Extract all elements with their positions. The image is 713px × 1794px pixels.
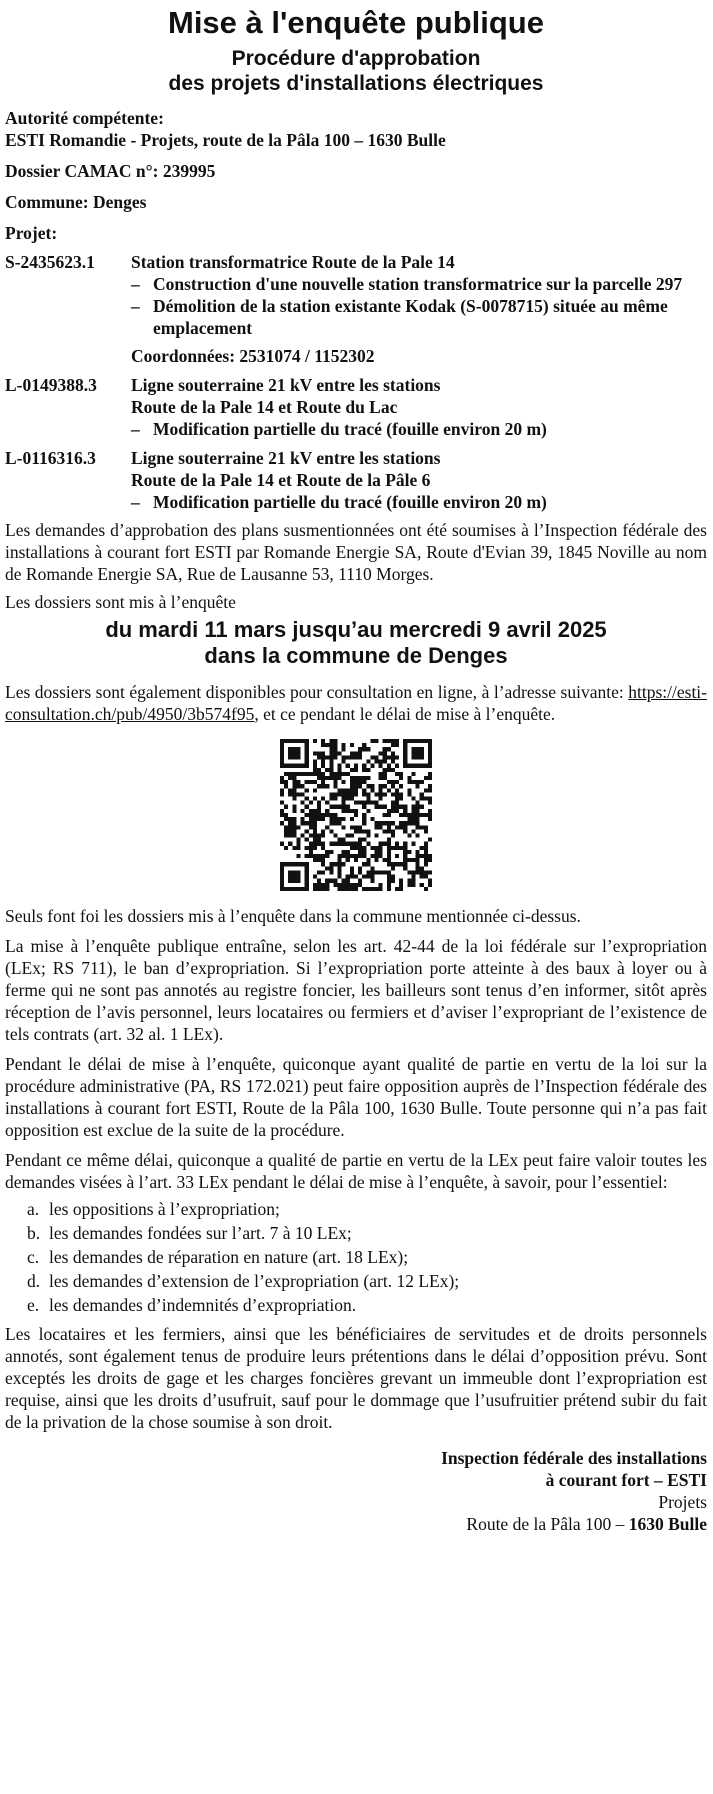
subtitle-line-1: Procédure d'approbation <box>231 47 481 70</box>
authority-label: Autorité compétente: <box>5 108 164 128</box>
list-item <box>27 1221 707 1245</box>
project-code: L-0116316.3 <box>5 448 96 468</box>
project-item <box>5 251 707 367</box>
signature-block <box>5 1447 707 1535</box>
demandes-list <box>5 1197 707 1317</box>
online-text-after: , et ce pendant le délai de mise à l’enquête. <box>254 704 556 724</box>
signature-line-3: Projets <box>658 1492 707 1512</box>
project-body <box>131 374 707 440</box>
list-text: les demandes d’extension de l’expropriation (art. 12 LEx); <box>49 1271 460 1291</box>
list-marker: d. <box>27 1271 41 1291</box>
dash-marker: – <box>131 492 140 512</box>
dates-line-2: dans la commune de Denges <box>204 643 508 668</box>
paragraph-demandes: Les demandes d’approbation des plans susmentionnées ont été soumises à l’Inspection fédérale des installations à courant fort ESTI par Romande Energie SA, Route d'Evian 39, 1845 Noville au nom de Romande Energie SA, Rue de Lausanne 53, 1110 Morges. <box>5 520 707 584</box>
list-marker: e. <box>27 1295 40 1315</box>
notice-page <box>0 4 713 1535</box>
qr-code[interactable] <box>280 739 432 891</box>
project-bullet <box>131 418 707 440</box>
project-line: Station transformatrice Route de la Pale 14 <box>131 252 455 272</box>
online-text-before: Les dossiers sont également disponibles pour consultation en ligne, à l’adresse suivante: <box>5 682 629 702</box>
project-body <box>131 251 707 367</box>
project-line: Ligne souterraine 21 kV entre les stations <box>131 448 441 468</box>
project-bullet <box>131 491 707 513</box>
list-item <box>27 1245 707 1269</box>
signature-city: 1630 Bulle <box>628 1514 707 1534</box>
project-line: Route de la Pale 14 et Route du Lac <box>131 397 398 417</box>
consultation-link[interactable]: https://esti-consultation.ch/pub/4950/3b574f95 <box>5 682 707 724</box>
dash-marker: – <box>131 274 140 294</box>
page-subtitle <box>5 46 707 96</box>
project-line: Ligne souterraine 21 kV entre les stations <box>131 375 441 395</box>
project-item <box>5 374 707 440</box>
list-text: les demandes de réparation en nature (art. 18 LEx); <box>49 1247 409 1267</box>
project-coordinates: Coordonnées: 2531074 / 1152302 <box>131 346 375 366</box>
commune: Commune: Denges <box>5 192 147 212</box>
project-bullet <box>131 273 707 295</box>
paragraph-online <box>5 681 707 725</box>
paragraph-foi: Seuls font foi les dossiers mis à l’enquête dans la commune mentionnée ci-dessus. <box>5 906 581 926</box>
list-item <box>27 1197 707 1221</box>
dossier-number: Dossier CAMAC n°: 239995 <box>5 161 216 181</box>
project-bullet-text: Construction d'une nouvelle station transformatrice sur la parcelle 297 <box>153 274 683 294</box>
paragraph-locataires: Les locataires et les fermiers, ainsi que les bénéficiaires de servitudes et de droits personnels annotés, sont également tenus de produire leurs prétentions dans le délai d’opposition prévu. Sont exceptés les droits de gage et les charges foncières grevant un immeuble dont l’expropriation est requise, ainsi que les droits d’usufruit, sauf pour le dommage que l’usufruitier prétend subir du fait de la privation de la chose soumise à son droit. <box>5 1324 707 1432</box>
list-text: les demandes d’indemnités d’expropriation. <box>49 1295 357 1315</box>
list-marker: c. <box>27 1247 40 1267</box>
list-item <box>27 1269 707 1293</box>
list-marker: a. <box>27 1199 40 1219</box>
dash-marker: – <box>131 419 140 439</box>
signature-line-4 <box>5 1513 707 1535</box>
project-body <box>131 447 707 513</box>
project-bullet-text: Modification partielle du tracé (fouille environ 20 m) <box>153 419 547 439</box>
authority-value: ESTI Romandie - Projets, route de la Pâla 100 – 1630 Bulle <box>5 130 446 150</box>
project-bullet-text: Démolition de la station existante Kodak (S-0078715) située au même emplacement <box>153 296 668 338</box>
project-item <box>5 447 707 513</box>
project-code: L-0149388.3 <box>5 375 97 395</box>
paragraph-expropriation: La mise à l’enquête publique entraîne, selon les art. 42-44 de la loi fédérale sur l’expropriation (LEx; RS 711), le ban d’expropriation. Si l’expropriation porte atteinte à des baux à loyer ou à ferme qui ne sont pas annotés au registre foncier, les bailleurs sont tenus d’en informer, sitôt après réception de l’avis personnel, leurs locataires ou fermiers et d’aviser l’expropriant de l’existence de tels contrats (art. 32 al. 1 LEx). <box>5 936 707 1044</box>
list-marker: b. <box>27 1223 41 1243</box>
dash-marker: – <box>131 296 140 316</box>
enquete-dates <box>5 617 707 669</box>
subtitle-line-2: des projets d'installations électriques <box>168 72 544 95</box>
list-item <box>27 1293 707 1317</box>
signature-line-1: Inspection fédérale des installations <box>441 1448 707 1468</box>
project-bullet-text: Modification partielle du tracé (fouille environ 20 m) <box>153 492 547 512</box>
project-bullet <box>131 295 707 339</box>
projet-label: Projet: <box>5 223 58 243</box>
list-text: les oppositions à l’expropriation; <box>49 1199 280 1219</box>
signature-address: Route de la Pâla 100 – <box>466 1514 629 1534</box>
signature-line-2: à courant fort – ESTI <box>545 1470 707 1490</box>
page-title: Mise à l'enquête publique <box>168 5 544 40</box>
list-text: les demandes fondées sur l’art. 7 à 10 LEx; <box>49 1223 352 1243</box>
project-code: S-2435623.1 <box>5 252 95 272</box>
dates-line-1: du mardi 11 mars jusqu’au mercredi 9 avril 2025 <box>105 617 607 642</box>
paragraph-mis-enquete: Les dossiers sont mis à l’enquête <box>5 592 236 612</box>
qr-code-image <box>280 739 432 891</box>
paragraph-opposition: Pendant le délai de mise à l’enquête, quiconque ayant qualité de partie en vertu de la loi sur la procédure administrative (PA, RS 172.021) peut faire opposition auprès de l’Inspection fédérale des installations à courant fort ESTI, Route de la Pâla 100, 1630 Bulle. Toute personne qui n’a pas fait opposition est exclue de la suite de la procédure. <box>5 1054 707 1140</box>
paragraph-meme-delai: Pendant ce même délai, quiconque a qualité de partie en vertu de la LEx peut faire valoir toutes les demandes visées à l’art. 33 LEx pendant le délai de mise à l’enquête, à savoir, pour l’essentiel: <box>5 1150 707 1192</box>
project-line: Route de la Pale 14 et Route de la Pâle 6 <box>131 470 431 490</box>
